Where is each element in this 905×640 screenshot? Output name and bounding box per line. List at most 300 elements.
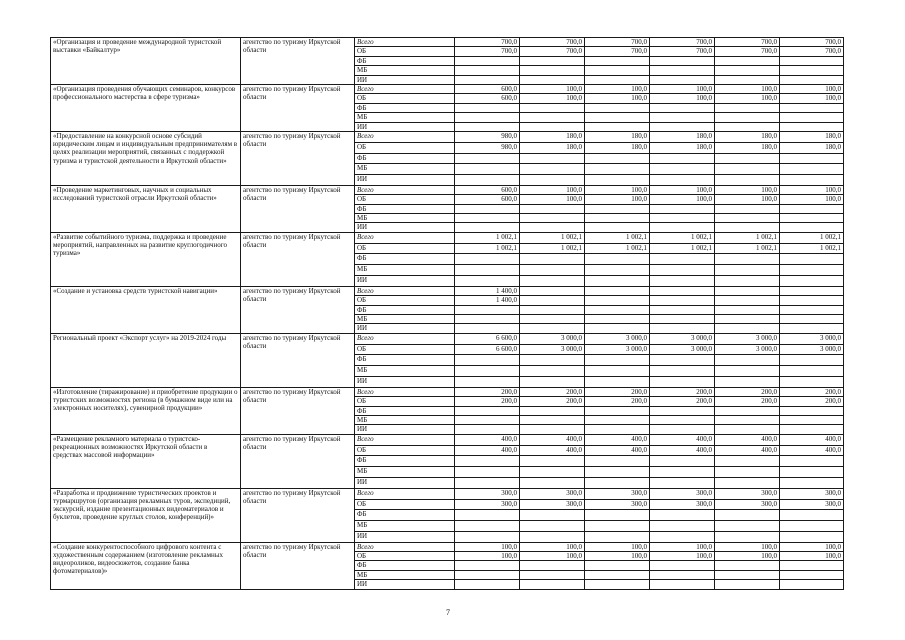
amount-cell: [715, 223, 780, 232]
amount-cell: 600,0: [455, 185, 520, 194]
executor-cell: агентство по туризму Иркутской области: [241, 333, 355, 387]
amount-cell: [455, 153, 520, 164]
amount-cell: [455, 103, 520, 112]
amount-cell: [585, 286, 650, 295]
table-row: [51, 84, 844, 93]
table-row: [51, 286, 844, 295]
funding-source-cell: ФБ: [355, 510, 455, 521]
amount-cell: [520, 456, 585, 467]
amount-cell: 1 002,1: [650, 232, 715, 243]
funding-source-cell: ОБ: [355, 397, 455, 406]
amount-cell: 1 002,1: [715, 232, 780, 243]
executor-cell: агентство по туризму Иркутской области: [241, 232, 355, 286]
amount-cell: 180,0: [650, 142, 715, 153]
amount-cell: [715, 103, 780, 112]
table-body: [51, 38, 844, 590]
amount-cell: 100,0: [520, 185, 585, 194]
amount-cell: [780, 175, 844, 186]
amount-cell: [520, 66, 585, 75]
amount-cell: [650, 286, 715, 295]
activity-name-cell: «Проведение маркетинговых, научных и социальных исследований туристской отрасли Иркутской области»: [51, 185, 241, 232]
amount-cell: [780, 510, 844, 521]
amount-cell: [650, 415, 715, 424]
amount-cell: [715, 580, 780, 589]
amount-cell: [715, 415, 780, 424]
amount-cell: [650, 164, 715, 175]
amount-cell: [715, 204, 780, 213]
amount-cell: [520, 415, 585, 424]
amount-cell: 300,0: [715, 488, 780, 499]
amount-cell: [585, 223, 650, 232]
amount-cell: [780, 122, 844, 131]
amount-cell: 300,0: [520, 488, 585, 499]
funding-source-cell: ОБ: [355, 296, 455, 305]
amount-cell: [715, 467, 780, 478]
amount-cell: 980,0: [455, 131, 520, 142]
funding-source-cell: МБ: [355, 66, 455, 75]
amount-cell: [780, 113, 844, 122]
amount-cell: [455, 376, 520, 387]
amount-cell: 400,0: [455, 434, 520, 445]
amount-cell: [650, 570, 715, 579]
amount-cell: [455, 580, 520, 589]
amount-cell: [780, 521, 844, 532]
activity-name-cell: «Развитие событийного туризма, поддержка и проведение мероприятий, направленных на развитие круглогодичного туризма»: [51, 232, 241, 286]
amount-cell: [780, 580, 844, 589]
amount-cell: 400,0: [520, 445, 585, 456]
funding-source-cell: ОБ: [355, 552, 455, 561]
funding-source-cell: ФБ: [355, 254, 455, 265]
amount-cell: 100,0: [585, 94, 650, 103]
amount-cell: [650, 103, 715, 112]
amount-cell: [715, 113, 780, 122]
amount-cell: 980,0: [455, 142, 520, 153]
amount-cell: 100,0: [520, 195, 585, 204]
amount-cell: 400,0: [780, 434, 844, 445]
amount-cell: [455, 214, 520, 223]
amount-cell: [520, 276, 585, 287]
amount-cell: [780, 406, 844, 415]
table-row: [51, 185, 844, 194]
amount-cell: 1 002,1: [650, 243, 715, 254]
amount-cell: [520, 153, 585, 164]
amount-cell: 180,0: [585, 142, 650, 153]
amount-cell: [455, 477, 520, 488]
amount-cell: [715, 75, 780, 84]
amount-cell: 200,0: [780, 397, 844, 406]
amount-cell: [715, 425, 780, 434]
amount-cell: 1 002,1: [780, 243, 844, 254]
funding-source-cell: ОБ: [355, 243, 455, 254]
amount-cell: 1 002,1: [585, 232, 650, 243]
amount-cell: 1 002,1: [455, 232, 520, 243]
amount-cell: 100,0: [780, 552, 844, 561]
funding-source-cell: ОБ: [355, 499, 455, 510]
funding-source-cell: Всего: [355, 488, 455, 499]
activity-name-cell: «Размещение рекламного материала о туристско-рекреационных возможностях Иркутской области в средствах массовой информации»: [51, 434, 241, 488]
amount-cell: 100,0: [715, 185, 780, 194]
amount-cell: [585, 103, 650, 112]
amount-cell: [780, 214, 844, 223]
amount-cell: [780, 531, 844, 542]
amount-cell: [650, 561, 715, 570]
amount-cell: 100,0: [520, 542, 585, 551]
amount-cell: 1 400,0: [455, 286, 520, 295]
amount-cell: [780, 376, 844, 387]
funding-source-cell: ОБ: [355, 142, 455, 153]
amount-cell: [780, 276, 844, 287]
amount-cell: [715, 214, 780, 223]
amount-cell: [715, 66, 780, 75]
amount-cell: [780, 296, 844, 305]
amount-cell: [585, 477, 650, 488]
funding-source-cell: ИИ: [355, 324, 455, 333]
amount-cell: [455, 521, 520, 532]
amount-cell: [520, 164, 585, 175]
amount-cell: [520, 425, 585, 434]
amount-cell: [520, 113, 585, 122]
amount-cell: 3 000,0: [585, 344, 650, 355]
amount-cell: [650, 510, 715, 521]
amount-cell: 700,0: [780, 47, 844, 56]
amount-cell: [715, 276, 780, 287]
amount-cell: [780, 456, 844, 467]
amount-cell: 1 002,1: [585, 243, 650, 254]
funding-source-cell: МБ: [355, 467, 455, 478]
amount-cell: 100,0: [650, 552, 715, 561]
funding-source-cell: ФБ: [355, 355, 455, 366]
amount-cell: [520, 305, 585, 314]
amount-cell: [650, 324, 715, 333]
amount-cell: [585, 204, 650, 213]
amount-cell: [520, 561, 585, 570]
amount-cell: 100,0: [455, 542, 520, 551]
amount-cell: 300,0: [650, 488, 715, 499]
amount-cell: 300,0: [455, 488, 520, 499]
amount-cell: [780, 223, 844, 232]
funding-source-cell: ФБ: [355, 56, 455, 65]
amount-cell: [455, 175, 520, 186]
amount-cell: [455, 276, 520, 287]
amount-cell: 1 002,1: [455, 243, 520, 254]
amount-cell: 400,0: [715, 434, 780, 445]
table-row: [51, 387, 844, 396]
funding-source-cell: ФБ: [355, 406, 455, 415]
amount-cell: [715, 510, 780, 521]
amount-cell: [715, 265, 780, 276]
amount-cell: [455, 56, 520, 65]
amount-cell: [650, 175, 715, 186]
amount-cell: [520, 510, 585, 521]
amount-cell: 100,0: [780, 542, 844, 551]
amount-cell: [715, 456, 780, 467]
amount-cell: 200,0: [715, 397, 780, 406]
activity-name-cell: «Разработка и продвижение туристических проектов и турмаршрутов (организация рекламных туров, экспедиций, экскурсий, издание презентационных видеоматериалов и буклетов, проведение круглых столов, конференций)»: [51, 488, 241, 542]
funding-source-cell: ИИ: [355, 175, 455, 186]
funding-source-cell: Всего: [355, 185, 455, 194]
amount-cell: [715, 531, 780, 542]
activity-name-cell: «Создание и установка средств туристской навигации»: [51, 286, 241, 333]
amount-cell: [520, 75, 585, 84]
amount-cell: [455, 315, 520, 324]
amount-cell: [650, 153, 715, 164]
funding-source-cell: МБ: [355, 164, 455, 175]
amount-cell: [585, 276, 650, 287]
amount-cell: [650, 122, 715, 131]
funding-source-cell: Всего: [355, 286, 455, 295]
amount-cell: [455, 531, 520, 542]
amount-cell: [650, 214, 715, 223]
amount-cell: 100,0: [715, 542, 780, 551]
amount-cell: 100,0: [780, 84, 844, 93]
amount-cell: [520, 296, 585, 305]
amount-cell: [520, 366, 585, 377]
funding-source-cell: ФБ: [355, 305, 455, 314]
amount-cell: [585, 265, 650, 276]
amount-cell: [650, 366, 715, 377]
funding-source-cell: ОБ: [355, 344, 455, 355]
amount-cell: [585, 580, 650, 589]
activity-name-cell: «Создание конкурентоспособного цифрового контента с художественным содержанием (изготовление рекламных видеороликов, видеосюжетов, создание банка фотоматериалов)»: [51, 542, 241, 589]
amount-cell: [650, 376, 715, 387]
amount-cell: [455, 324, 520, 333]
amount-cell: [650, 75, 715, 84]
amount-cell: [585, 521, 650, 532]
amount-cell: [520, 531, 585, 542]
amount-cell: [455, 305, 520, 314]
amount-cell: 400,0: [585, 445, 650, 456]
amount-cell: [585, 122, 650, 131]
amount-cell: [455, 204, 520, 213]
amount-cell: 1 002,1: [520, 243, 585, 254]
funding-source-cell: ФБ: [355, 153, 455, 164]
executor-cell: агентство по туризму Иркутской области: [241, 38, 355, 85]
amount-cell: [715, 561, 780, 570]
amount-cell: 400,0: [585, 434, 650, 445]
amount-cell: 180,0: [780, 131, 844, 142]
funding-source-cell: ФБ: [355, 103, 455, 112]
amount-cell: [585, 66, 650, 75]
funding-source-cell: МБ: [355, 366, 455, 377]
amount-cell: [585, 467, 650, 478]
amount-cell: 6 600,0: [455, 344, 520, 355]
funding-source-cell: МБ: [355, 113, 455, 122]
amount-cell: [455, 561, 520, 570]
executor-cell: агентство по туризму Иркутской области: [241, 84, 355, 131]
amount-cell: 100,0: [585, 542, 650, 551]
amount-cell: 1 002,1: [780, 232, 844, 243]
amount-cell: 3 000,0: [780, 344, 844, 355]
table-row: [51, 488, 844, 499]
amount-cell: 100,0: [715, 94, 780, 103]
amount-cell: 3 000,0: [585, 333, 650, 344]
amount-cell: [585, 415, 650, 424]
executor-cell: агентство по туризму Иркутской области: [241, 434, 355, 488]
amount-cell: [520, 355, 585, 366]
amount-cell: [715, 570, 780, 579]
funding-source-cell: МБ: [355, 570, 455, 579]
amount-cell: 100,0: [780, 195, 844, 204]
amount-cell: 400,0: [715, 445, 780, 456]
amount-cell: [585, 305, 650, 314]
amount-cell: 700,0: [455, 38, 520, 47]
amount-cell: [650, 425, 715, 434]
amount-cell: 100,0: [715, 84, 780, 93]
amount-cell: 400,0: [650, 434, 715, 445]
amount-cell: [455, 366, 520, 377]
amount-cell: 700,0: [520, 38, 585, 47]
amount-cell: [520, 175, 585, 186]
amount-cell: [650, 406, 715, 415]
amount-cell: 100,0: [520, 94, 585, 103]
table-row: [51, 333, 844, 344]
amount-cell: [715, 366, 780, 377]
amount-cell: [715, 254, 780, 265]
activity-name-cell: «Организация и проведение международной туристской выставки «Байкалтур»: [51, 38, 241, 85]
table-row: [51, 232, 844, 243]
funding-source-cell: Всего: [355, 84, 455, 93]
amount-cell: [520, 56, 585, 65]
amount-cell: [715, 324, 780, 333]
amount-cell: 180,0: [715, 131, 780, 142]
activity-name-cell: «Изготовление (тиражирование) и приобретение продукции о туристских возможностях региона (в бумажном виде или на электронных носителях), сувенирной продукции»: [51, 387, 241, 434]
amount-cell: 100,0: [585, 84, 650, 93]
amount-cell: [520, 376, 585, 387]
amount-cell: [715, 406, 780, 415]
amount-cell: 700,0: [455, 47, 520, 56]
funding-source-cell: МБ: [355, 415, 455, 424]
amount-cell: [715, 153, 780, 164]
amount-cell: [780, 66, 844, 75]
amount-cell: [650, 223, 715, 232]
amount-cell: [585, 355, 650, 366]
amount-cell: 1 002,1: [715, 243, 780, 254]
activity-name-cell: «Организация проведения обучающих семинаров, конкурсов профессионального мастерства в сфере туризма»: [51, 84, 241, 131]
executor-cell: агентство по туризму Иркутской области: [241, 488, 355, 542]
amount-cell: [780, 153, 844, 164]
amount-cell: [715, 477, 780, 488]
amount-cell: 300,0: [715, 499, 780, 510]
amount-cell: [585, 254, 650, 265]
funding-source-cell: ИИ: [355, 477, 455, 488]
funding-source-cell: Всего: [355, 542, 455, 551]
amount-cell: [455, 467, 520, 478]
amount-cell: [585, 561, 650, 570]
amount-cell: [780, 103, 844, 112]
amount-cell: [715, 122, 780, 131]
amount-cell: [780, 366, 844, 377]
amount-cell: [715, 296, 780, 305]
amount-cell: 180,0: [520, 142, 585, 153]
amount-cell: [585, 456, 650, 467]
amount-cell: [585, 366, 650, 377]
amount-cell: [715, 355, 780, 366]
amount-cell: 3 000,0: [520, 333, 585, 344]
amount-cell: [780, 75, 844, 84]
amount-cell: 600,0: [455, 94, 520, 103]
amount-cell: [780, 477, 844, 488]
table-row: [51, 131, 844, 142]
amount-cell: [455, 223, 520, 232]
amount-cell: [585, 113, 650, 122]
amount-cell: [520, 223, 585, 232]
amount-cell: [585, 425, 650, 434]
amount-cell: [650, 521, 715, 532]
amount-cell: 100,0: [585, 195, 650, 204]
amount-cell: [650, 580, 715, 589]
amount-cell: [650, 315, 715, 324]
amount-cell: [780, 254, 844, 265]
amount-cell: [715, 376, 780, 387]
funding-source-cell: ИИ: [355, 122, 455, 131]
funding-table: [50, 37, 844, 590]
amount-cell: [650, 56, 715, 65]
amount-cell: 180,0: [715, 142, 780, 153]
funding-source-cell: ФБ: [355, 204, 455, 213]
executor-cell: агентство по туризму Иркутской области: [241, 185, 355, 232]
amount-cell: [650, 456, 715, 467]
amount-cell: [455, 425, 520, 434]
amount-cell: 300,0: [455, 499, 520, 510]
amount-cell: 180,0: [650, 131, 715, 142]
funding-source-cell: МБ: [355, 521, 455, 532]
amount-cell: 3 000,0: [520, 344, 585, 355]
table-row: [51, 38, 844, 47]
amount-cell: 700,0: [715, 47, 780, 56]
amount-cell: [780, 467, 844, 478]
amount-cell: [520, 265, 585, 276]
amount-cell: [585, 153, 650, 164]
table-row: [51, 542, 844, 551]
amount-cell: 700,0: [520, 47, 585, 56]
funding-source-cell: МБ: [355, 214, 455, 223]
amount-cell: [650, 296, 715, 305]
amount-cell: 200,0: [650, 397, 715, 406]
amount-cell: 600,0: [455, 84, 520, 93]
amount-cell: [650, 265, 715, 276]
amount-cell: 1 400,0: [455, 296, 520, 305]
amount-cell: [520, 122, 585, 131]
amount-cell: [455, 570, 520, 579]
amount-cell: 100,0: [520, 552, 585, 561]
amount-cell: [520, 570, 585, 579]
executor-cell: агентство по туризму Иркутской области: [241, 131, 355, 185]
amount-cell: 100,0: [650, 185, 715, 194]
amount-cell: [585, 56, 650, 65]
funding-source-cell: ИИ: [355, 75, 455, 84]
amount-cell: 180,0: [780, 142, 844, 153]
amount-cell: 6 600,0: [455, 333, 520, 344]
amount-cell: 700,0: [650, 47, 715, 56]
amount-cell: 200,0: [455, 387, 520, 396]
amount-cell: 100,0: [585, 185, 650, 194]
amount-cell: [585, 531, 650, 542]
amount-cell: [780, 561, 844, 570]
amount-cell: 3 000,0: [650, 344, 715, 355]
amount-cell: 700,0: [585, 47, 650, 56]
amount-cell: [455, 355, 520, 366]
funding-source-cell: Всего: [355, 434, 455, 445]
amount-cell: [780, 265, 844, 276]
amount-cell: [780, 355, 844, 366]
amount-cell: [455, 510, 520, 521]
amount-cell: [650, 254, 715, 265]
amount-cell: 300,0: [520, 499, 585, 510]
amount-cell: [585, 315, 650, 324]
amount-cell: 200,0: [520, 387, 585, 396]
funding-source-cell: ИИ: [355, 425, 455, 434]
funding-source-cell: МБ: [355, 315, 455, 324]
